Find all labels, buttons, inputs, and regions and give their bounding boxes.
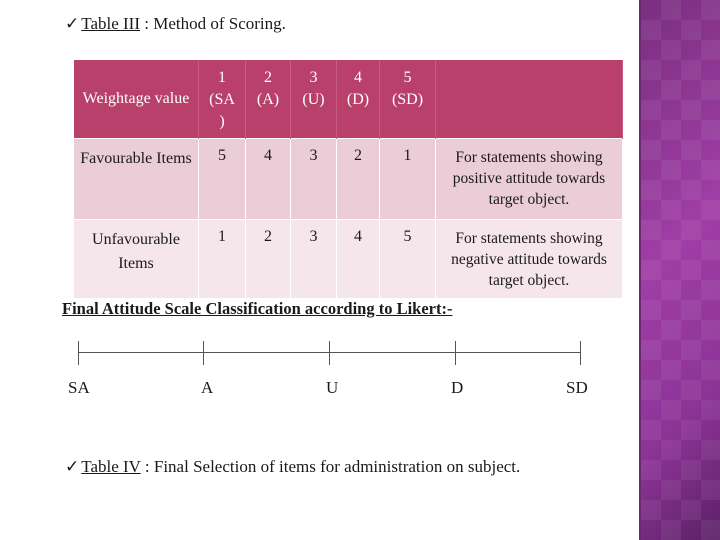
table-row — [74, 220, 623, 299]
scale-axis-line — [78, 352, 581, 353]
header-col-5-code: (SD) — [391, 91, 424, 108]
row-note: For statements showing negative attitude towards target object. — [436, 220, 623, 299]
row-label: Unfavourable Items — [74, 220, 199, 299]
scale-label-u: U — [326, 378, 339, 397]
header-col-1-code-cont: ) — [219, 113, 225, 130]
table-iii-label: Table III — [81, 14, 140, 33]
checkmark-icon: ✓ — [65, 457, 80, 476]
header-col-3 — [291, 60, 337, 139]
header-col-5-num: 5 — [403, 69, 412, 86]
header-col-1 — [199, 60, 246, 139]
header-col-3-num: 3 — [309, 69, 318, 86]
scale-tick — [203, 341, 204, 365]
header-col-2-num: 2 — [264, 69, 272, 86]
scale-tick — [329, 341, 330, 365]
table-cell: 3 — [291, 139, 337, 220]
header-col-2 — [246, 60, 291, 139]
table-cell: 5 — [380, 220, 436, 299]
table-cell: 4 — [246, 139, 291, 220]
checkmark-icon: ✓ — [65, 14, 80, 33]
scale-label-a: A — [201, 378, 214, 397]
table-iv-heading — [65, 455, 585, 479]
table-cell: 2 — [246, 220, 291, 299]
table-cell: 5 — [199, 139, 246, 220]
scale-tick — [580, 341, 581, 365]
header-col-3-code: (U) — [302, 91, 325, 108]
likert-scale-title: Final Attitude Scale Classification according to Likert:- — [62, 299, 453, 318]
table-cell: 4 — [337, 220, 380, 299]
table-row — [74, 139, 623, 220]
table-iv-title: : Final Selection of items for administration on subject. — [140, 457, 521, 476]
header-col-2-code: (A) — [256, 91, 280, 108]
table-iii-title: : Method of Scoring. — [140, 14, 286, 33]
header-col-1-code: (SA — [209, 91, 235, 108]
scale-label-sd: SD — [566, 378, 588, 397]
row-label: Favourable Items — [74, 139, 199, 220]
table-cell: 1 — [380, 139, 436, 220]
scoring-table — [74, 60, 623, 298]
row-note: For statements showing positive attitude towards target object. — [436, 139, 623, 220]
table-cell: 2 — [337, 139, 380, 220]
decorative-side-band — [641, 0, 720, 540]
table-iv-label: Table IV — [81, 457, 141, 476]
scale-label-d: D — [451, 378, 464, 397]
scale-tick — [455, 341, 456, 365]
header-weightage-label: Weightage value — [74, 60, 199, 139]
header-col-4-code: (D) — [346, 91, 370, 108]
header-col-5 — [380, 60, 436, 139]
header-blank-cell — [436, 60, 623, 139]
header-col-1-num: 1 — [218, 69, 226, 86]
table-header-row — [74, 60, 623, 139]
table-cell: 1 — [199, 220, 246, 299]
table-iii-heading — [65, 14, 286, 34]
table-cell: 3 — [291, 220, 337, 299]
header-col-4-num: 4 — [354, 69, 362, 86]
header-col-4 — [337, 60, 380, 139]
scale-tick — [78, 341, 79, 365]
scale-label-sa: SA — [68, 378, 90, 397]
